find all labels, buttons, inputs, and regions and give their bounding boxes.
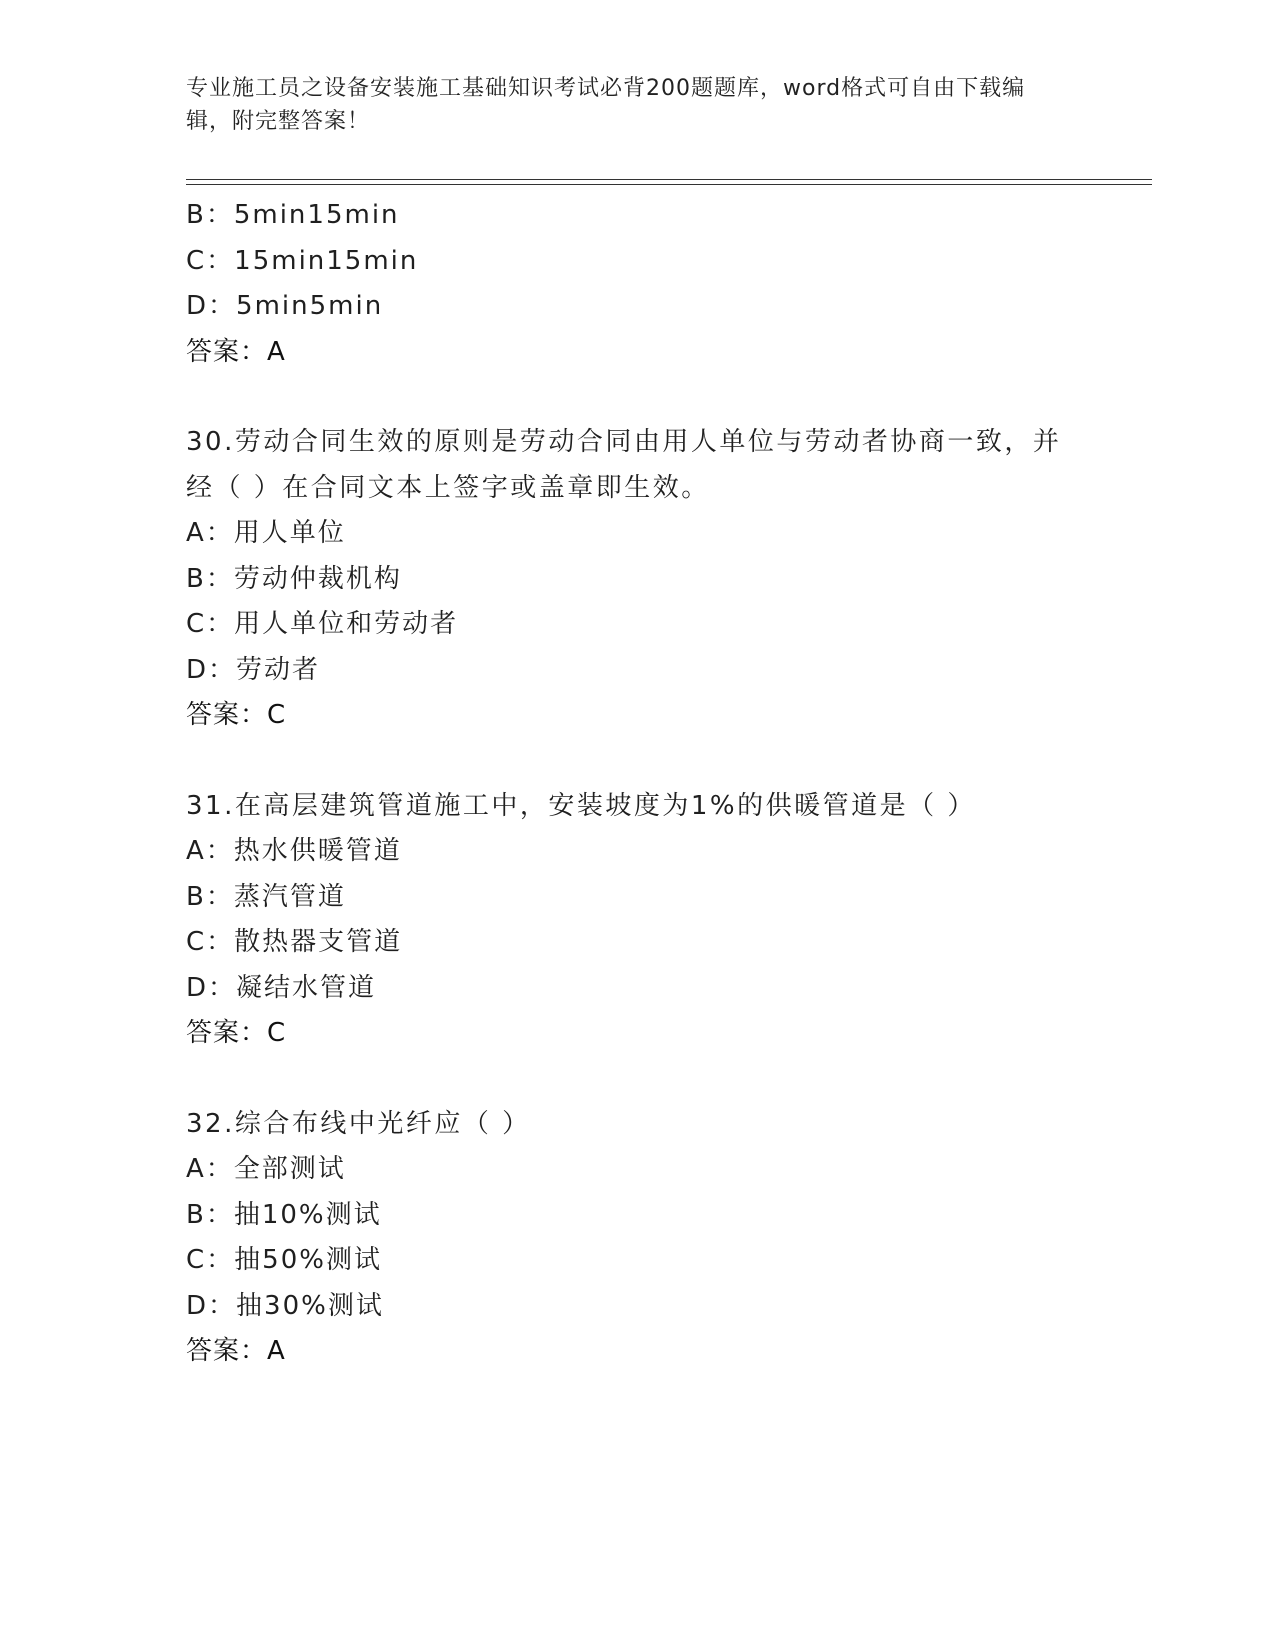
answer-line: 答案：C [186,1018,287,1048]
option-c: C：用人单位和劳动者 [186,609,459,639]
question-block-30 [186,420,1086,739]
option-a: A：用人单位 [186,518,346,548]
option-d: D：凝结水管道 [186,972,377,1003]
answer-line: 答案：A [186,1336,286,1366]
option-c: C：抽50%测试 [186,1245,382,1275]
question-text: 30.劳动合同生效的原则是劳动合同由用人单位与劳动者协商一致，并经（ ）在合同文本上签字或盖章即生效。 [186,427,1062,503]
document-header: 专业施工员之设备安装施工基础知识考试必背200题题库，word格式可自由下载编辑，附完整答案！ [186,76,1026,134]
answer-line: 答案：C [186,700,287,730]
question-list [186,193,1086,1375]
option-c: C：15min15min [186,245,419,276]
spacer [186,739,1086,784]
question-block-31 [186,784,1086,1057]
option-b: B：劳动仲裁机构 [186,563,402,594]
question-block-32 [186,1102,1086,1375]
header-divider-bottom [186,184,1152,185]
option-d: D：抽30%测试 [186,1290,384,1321]
answer-line: 答案：A [186,336,286,367]
question-text: 32.综合布线中光纤应（ ） [186,1108,531,1139]
header-divider-top [186,179,1152,180]
option-d: D：5min5min [186,291,384,321]
option-c: C：散热器支管道 [186,927,403,957]
option-b: B：5min15min [186,200,400,230]
question-text: 31.在高层建筑管道施工中，安装坡度为1%的供暖管道是（ ） [186,790,976,821]
option-a: A：全部测试 [186,1154,346,1184]
option-b: B：蒸汽管道 [186,881,346,912]
question-block-partial [186,193,1086,375]
option-b: B：抽10%测试 [186,1199,382,1230]
option-a: A：热水供暖管道 [186,836,402,866]
option-d: D：劳动者 [186,654,321,685]
spacer [186,375,1086,420]
spacer [186,1057,1086,1102]
